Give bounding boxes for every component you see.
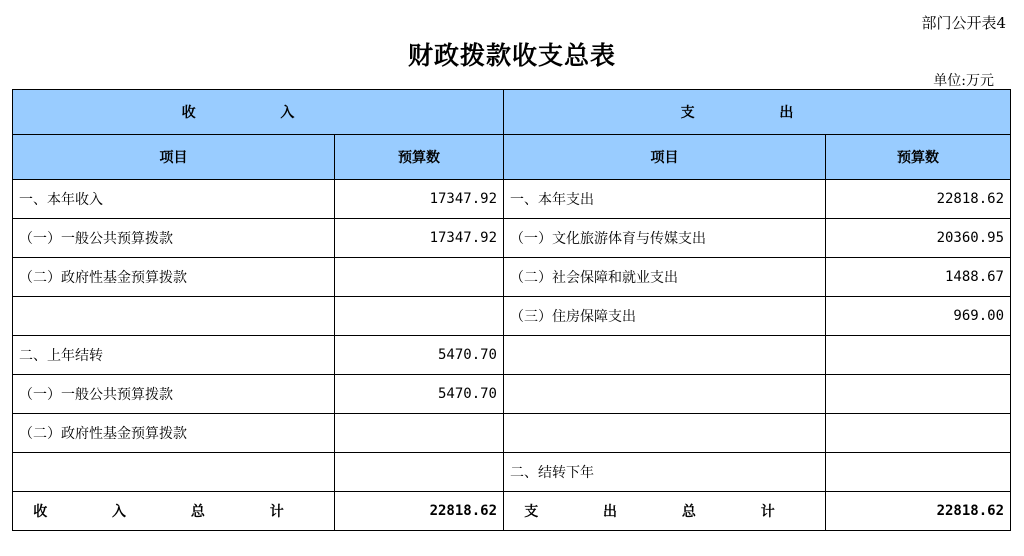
expense-item: 一、本年支出 <box>504 180 826 219</box>
income-value: 5470.70 <box>335 375 504 414</box>
table-row <box>13 297 1011 336</box>
expense-total-value: 22818.62 <box>826 492 1011 531</box>
table-row <box>13 414 1011 453</box>
income-value: 5470.70 <box>335 336 504 375</box>
expense-value <box>826 453 1011 492</box>
expense-item <box>504 414 826 453</box>
expense-item: （二）社会保障和就业支出 <box>504 258 826 297</box>
expense-budget-header: 预算数 <box>826 135 1011 180</box>
table-row <box>13 375 1011 414</box>
income-item: 二、上年结转 <box>13 336 335 375</box>
income-value <box>335 414 504 453</box>
income-value <box>335 258 504 297</box>
income-budget-header: 预算数 <box>335 135 504 180</box>
expense-item: 二、结转下年 <box>504 453 826 492</box>
income-item: （二）政府性基金预算拨款 <box>13 414 335 453</box>
income-value <box>335 297 504 336</box>
expense-item: （一）文化旅游体育与传媒支出 <box>504 219 826 258</box>
budget-summary-table <box>12 89 1011 531</box>
unit-label: 单位:万元 <box>933 73 994 89</box>
income-item <box>13 297 335 336</box>
expense-value: 1488.67 <box>826 258 1011 297</box>
column-header-row <box>13 135 1011 180</box>
expense-item: （三）住房保障支出 <box>504 297 826 336</box>
table-row <box>13 258 1011 297</box>
expense-value <box>826 336 1011 375</box>
expense-item-header: 项目 <box>504 135 826 180</box>
expense-item <box>504 375 826 414</box>
income-section-header: 收 入 <box>13 90 504 135</box>
expense-value <box>826 414 1011 453</box>
table-row <box>13 219 1011 258</box>
expense-value: 969.00 <box>826 297 1011 336</box>
expense-item <box>504 336 826 375</box>
income-item: 一、本年收入 <box>13 180 335 219</box>
income-item-header: 项目 <box>13 135 335 180</box>
income-value: 17347.92 <box>335 180 504 219</box>
table-number-label: 部门公开表4 <box>921 14 1006 32</box>
expense-value <box>826 375 1011 414</box>
table-row <box>13 453 1011 492</box>
table-row <box>13 180 1011 219</box>
page-title: 财政拨款收支总表 <box>407 41 616 70</box>
income-item <box>13 453 335 492</box>
expense-total-label: 支 出 总 计 <box>504 492 826 531</box>
expense-section-header: 支 出 <box>504 90 1011 135</box>
income-item: （一）一般公共预算拨款 <box>13 219 335 258</box>
income-item: （一）一般公共预算拨款 <box>13 375 335 414</box>
income-value: 17347.92 <box>335 219 504 258</box>
table-row <box>13 336 1011 375</box>
income-total-label: 收 入 总 计 <box>13 492 335 531</box>
expense-value: 22818.62 <box>826 180 1011 219</box>
section-header-row <box>13 90 1011 135</box>
income-item: （二）政府性基金预算拨款 <box>13 258 335 297</box>
income-total-value: 22818.62 <box>335 492 504 531</box>
totals-row <box>13 492 1011 531</box>
expense-value: 20360.95 <box>826 219 1011 258</box>
income-value <box>335 453 504 492</box>
